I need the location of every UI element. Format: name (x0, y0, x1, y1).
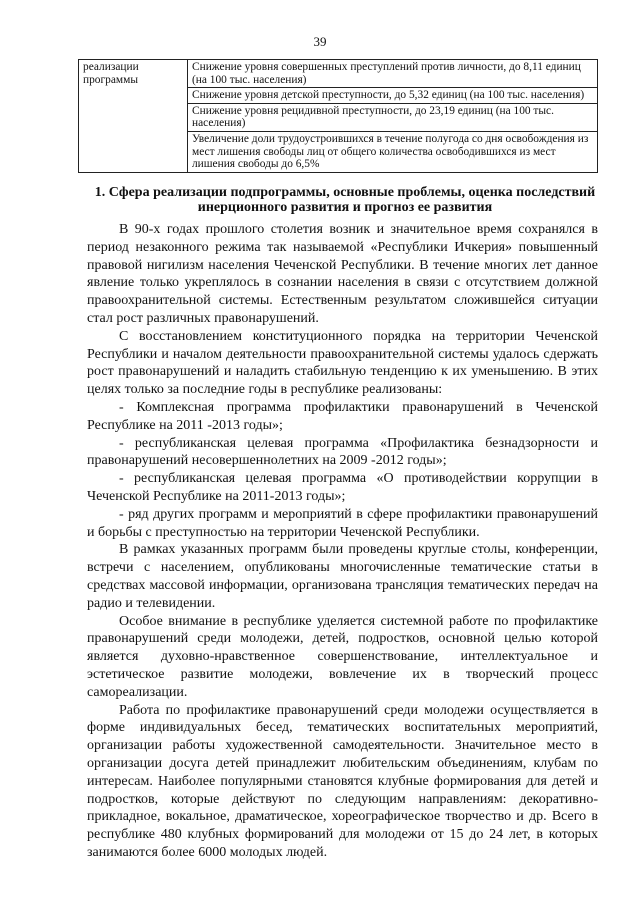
list-item: - Комплексная программа профилактики правонарушений в Чеченской Республике на 2011 -2013 годы»; (87, 399, 598, 433)
paragraph: Работа по профилактике правонарушений среди молодежи осуществляется в форме индивидуальных бесед, тематических воспитательных мероприятий, организации работы художественной самодеятельности. Значительное место в организации досуга детей принадлежит любительским объединениям, клубам по интересам. Наиболее популярными становятся клубные формирования для детей и подростков, которые действуют по следующим направлениям: декоративно-прикладное, вокальное, драматическое, хореографическое творчество и др. Всего в республике 480 клубных формирований для молодежи от 15 до 24 лет, в которых занимаются более 6000 молодых людей. (87, 702, 598, 860)
page-number: 39 (313, 34, 327, 49)
table-cell: Снижение уровня детской преступности, до 5,32 единиц (на 100 тыс. населения) (188, 88, 598, 104)
list-item: - республиканская целевая программа «Профилактика безнадзорности и правонарушений несовершеннолетних на 2009 -2012 годы»; (87, 435, 598, 469)
table-row (79, 60, 598, 88)
list-item: - ряд других программ и мероприятий в сфере профилактики правонарушений и борьбы с преступностью на территории Чеченской Республики. (87, 506, 598, 540)
paragraph: С восстановлением конституционного порядка на территории Чеченской Республики и началом деятельности правоохранительной системы удалось сдержать рост правонарушений и наладить стабильную тенденцию к их уменьшению. В этих целях только за последние годы в республике реализованы: (87, 328, 598, 398)
section-heading: 1. Сфера реализации подпрограммы, основные проблемы, оценка последствий инерционного развития и прогноз ее развития (94, 185, 596, 215)
list-item: - республиканская целевая программа «О противодействии коррупции в Чеченской Республике на 2011-2013 годы»; (87, 471, 598, 504)
table-cell: Снижение уровня совершенных преступлений против личности, до 8,11 единиц (на 100 тыс. населения) (188, 60, 598, 88)
paragraph: В 90-х годах прошлого столетия возник и значительное время сохранялся в период незаконного режима так называемой «Республики Ичкерия» повышенный правовой нигилизм населения Чеченской Республики. В течение многих лет данное явление только укреплялось в сознании населения в связи с отсутствием должной правоохранительной системы. Естественным результатом сложившейся ситуации стал рост различных правонарушений. (87, 222, 598, 326)
paragraph: В рамках указанных программ были проведены круглые столы, конференции, встречи с населением, опубликованы многочисленные тематические статьи в средствах массовой информации, организована трансляция тематических передач на радио и телевидении. (87, 542, 598, 611)
table-cell: Увеличение доли трудоустроившихся в течение полугода со дня освобождения из мест лишения свободы лиц от общего количества освободившихся из мест лишения свободы до 6,5% (188, 131, 598, 172)
table-cell: Снижение уровня рецидивной преступности, до 23,19 единиц (на 100 тыс. населения) (188, 103, 598, 131)
paragraph: Особое внимание в республике уделяется системной работе по профилактике правонарушений среди молодежи, детей, подростков, основной целью которой является духовно-нравственное совершенствование, интеллектуальное и эстетическое развитие молодежи, вовлечение их в творческий процесс самореализации. (87, 613, 598, 700)
table-row-label: реализации программы (79, 60, 188, 173)
indicators-table (78, 59, 598, 173)
body-text (87, 221, 598, 862)
